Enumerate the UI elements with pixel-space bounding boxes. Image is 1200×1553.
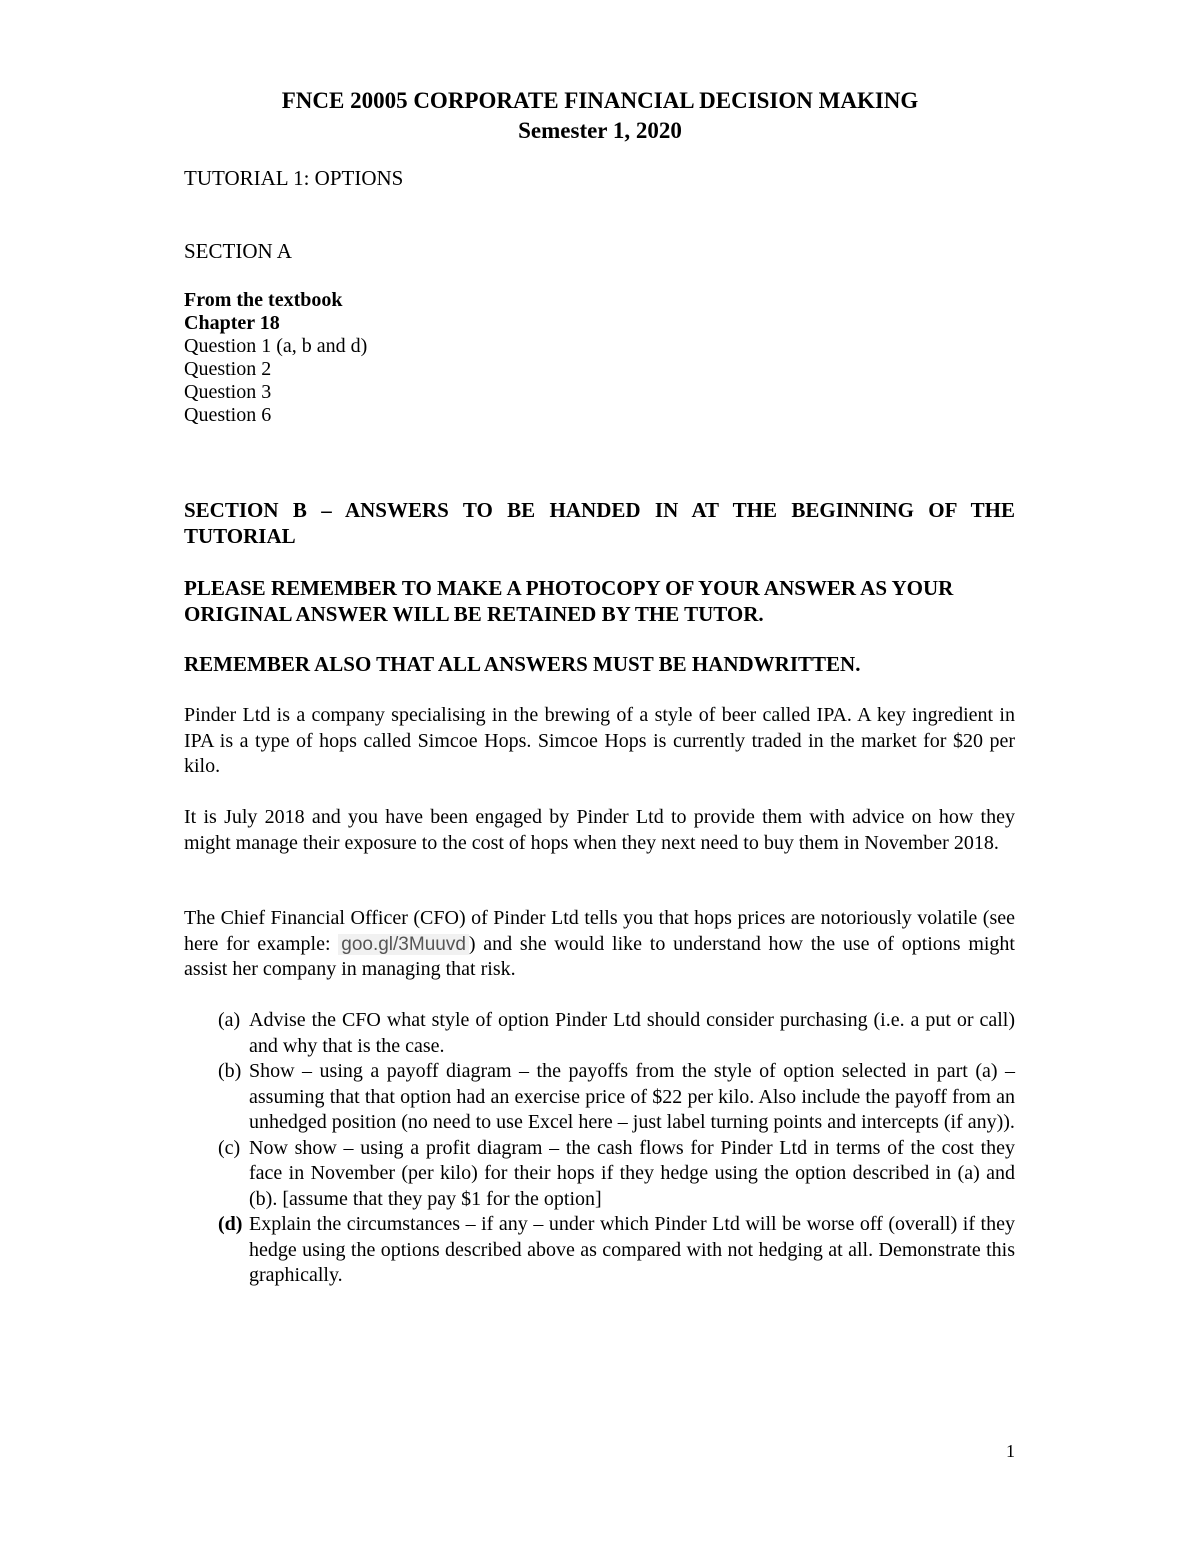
textbook-question: Question 6 <box>184 404 272 426</box>
textbook-question: Question 3 <box>184 381 272 403</box>
photocopy-reminder: PLEASE REMEMBER TO MAKE A PHOTOCOPY OF YOUR ANSWER AS YOUR ORIGINAL ANSWER WILL BE RETAINED BY THE TUTOR. <box>184 576 954 626</box>
cfo-paragraph-text-end: ) and she would like to understand how the use of options might assist her company in managing that risk. <box>184 932 1015 980</box>
question-item-a <box>218 1008 1015 1059</box>
engagement-paragraph: It is July 2018 and you have been engaged by Pinder Ltd to provide them with advice on how they might manage their exposure to the cost of hops when they next need to buy them in November 2018. <box>184 806 1015 854</box>
textbook-reading-list <box>184 289 1015 427</box>
course-title: FNCE 20005 CORPORATE FINANCIAL DECISION MAKING <box>281 88 919 113</box>
question-item-c <box>218 1136 1015 1213</box>
hops-price-link[interactable]: goo.gl/3Muuvd <box>338 934 469 955</box>
question-item-d <box>218 1212 1015 1289</box>
question-item-b <box>218 1059 1015 1136</box>
textbook-question: Question 1 (a, b and d) <box>184 335 368 357</box>
tutorial-heading: TUTORIAL 1: OPTIONS <box>184 166 404 190</box>
question-marker: (c) <box>218 1136 241 1159</box>
question-marker: (a) <box>218 1009 241 1031</box>
question-text: Explain the circumstances – if any – under which Pinder Ltd will be worse off (overall) if they hedge using the options described above as compared with not hedging at all. Demonstrate this graphically. <box>249 1213 1015 1286</box>
cfo-paragraph <box>184 906 1015 983</box>
handwritten-reminder: REMEMBER ALSO THAT ALL ANSWERS MUST BE HANDWRITTEN. <box>184 652 861 676</box>
question-text: Advise the CFO what style of option Pinder Ltd should consider purchasing (i.e. a put or call) and why that is the case. <box>249 1009 1015 1057</box>
section-b-heading: SECTION B – ANSWERS TO BE HANDED IN AT THE BEGINNING OF THE TUTORIAL <box>184 498 1015 548</box>
chapter-label: Chapter 18 <box>184 312 280 334</box>
question-text: Show – using a payoff diagram – the payoffs from the style of option selected in part (a) – assuming that that option had an exercise price of $22 per kilo. Also include the payoff from an unhedged position (no need to use Excel here – just label turning points and intercepts (if any)). <box>249 1060 1015 1133</box>
cfo-paragraph-text: The Chief Financial Officer (CFO) of Pinder Ltd tells you that hops prices are notoriously volatile (see here for example: <box>184 907 1015 955</box>
company-background-paragraph: Pinder Ltd is a company specialising in the brewing of a style of beer called IPA. A key ingredient in IPA is a type of hops called Simcoe Hops. Simcoe Hops is currently traded in the market for $20 per kilo. <box>184 704 1015 777</box>
textbook-question: Question 2 <box>184 358 272 380</box>
question-marker: (b) <box>218 1060 242 1082</box>
section-a-heading: SECTION A <box>184 239 292 263</box>
section-b-questions <box>218 1008 1015 1289</box>
semester-title: Semester 1, 2020 <box>518 118 682 143</box>
question-marker: (d) <box>218 1213 243 1235</box>
textbook-label: From the textbook <box>184 289 343 311</box>
question-text: Now show – using a profit diagram – the cash flows for Pinder Ltd in terms of the cost they face in November (per kilo) for their hops if they hedge using the option described in (a) and (b). [assume that they pay $1 for the option] <box>249 1136 1015 1210</box>
page-number: 1 <box>1006 1441 1015 1461</box>
